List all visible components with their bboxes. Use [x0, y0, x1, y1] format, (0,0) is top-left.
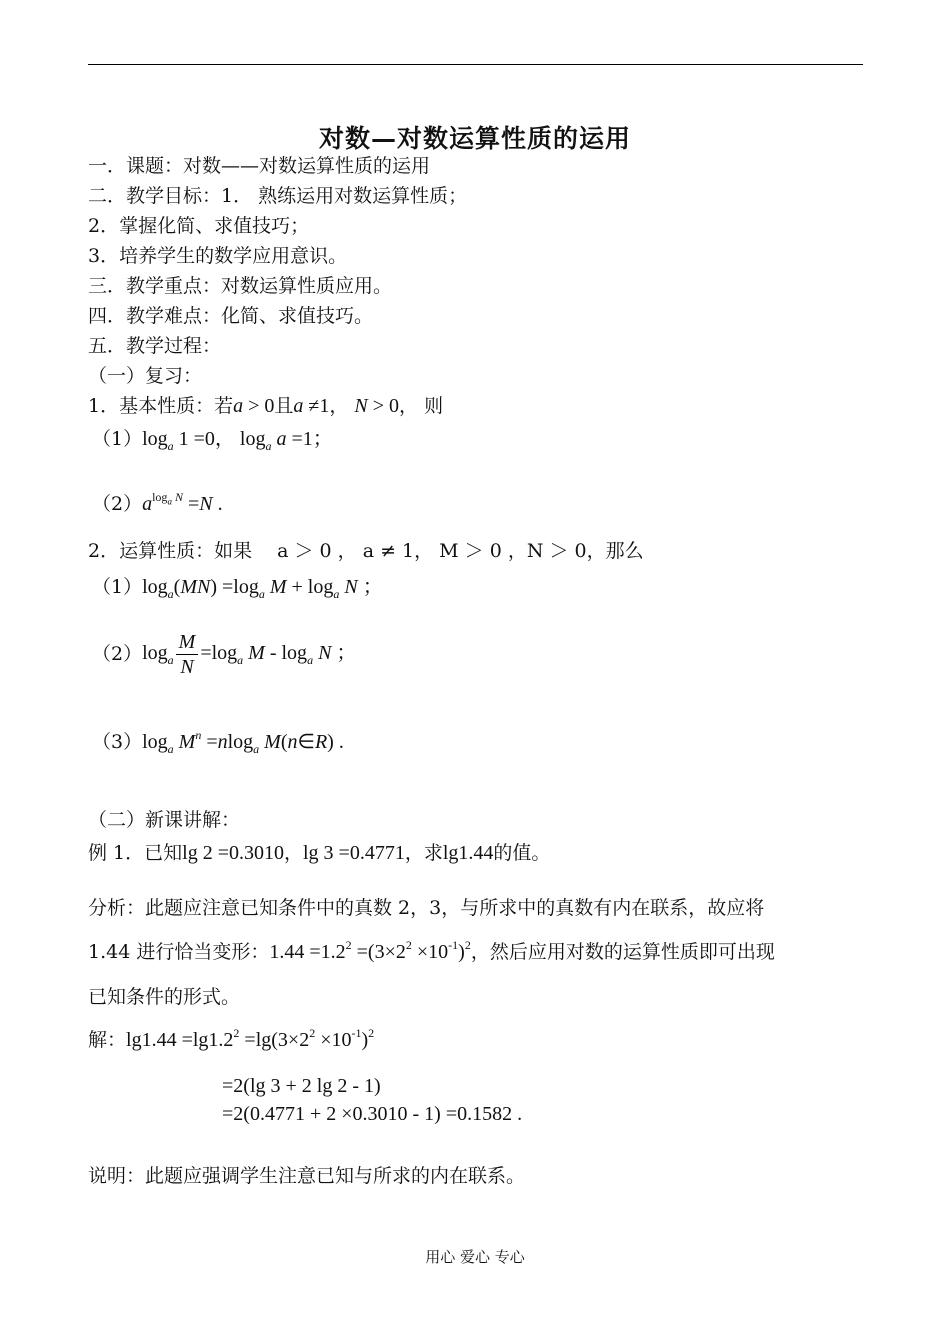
- line-new-lesson: （二）新课讲解：: [88, 809, 241, 831]
- line-example-1: 例 1．已知lg 2 =0.3010，lg 3 =0.4771，求lg1.44的值。: [88, 842, 551, 864]
- header-rule: [88, 64, 863, 65]
- formula-n-gt-0: N > 0: [354, 395, 400, 417]
- line-analysis-3: 已知条件的形式。: [88, 986, 241, 1008]
- line-process: 五．教学过程：: [88, 335, 222, 357]
- item-label: （1）: [92, 576, 143, 598]
- formula-log-quotient: $\log_a$ $\frac{M}{N}$ $=\log_a$ M - $\log_a N$ ；: [142, 631, 357, 678]
- line-operation-properties: 2．运算性质：如果 a ＞ 0 ， a ≠ 1， M ＞ 0 ，N ＞ 0，那么: [88, 540, 644, 562]
- line-operation-1: [92, 574, 383, 607]
- formula-exp-log: $a^{log_a N} =N$ .: [142, 490, 223, 515]
- line-basic-properties: 1．基本性质：若a > 0且a ≠1， N > 0， 则: [88, 395, 444, 417]
- line-analysis-2: [88, 932, 775, 965]
- formula-log-identities: $\log_a 1 =0$， $\log_a a =1$；: [142, 428, 333, 453]
- document-title: 对数—对数运算性质的运用: [318, 124, 631, 153]
- basic-properties-then: ， 则: [399, 395, 444, 417]
- line-objective-3: 3．培养学生的数学应用意识。: [88, 245, 348, 267]
- item-label: （3）: [92, 731, 143, 753]
- item-label: （2）: [92, 493, 143, 515]
- line-key-point: 三．教学重点：对数运算性质应用。: [88, 275, 393, 297]
- line-review: （一）复习：: [88, 365, 203, 387]
- line-objectives: 二．教学目标：1． 熟练运用对数运算性质；: [88, 185, 468, 207]
- line-solution: [88, 1020, 374, 1053]
- formula-solution-step-2: =2(lg 3 + 2 lg 2 - 1): [222, 1075, 381, 1097]
- formula-lg3: lg 3 =0.4771: [303, 842, 405, 864]
- basic-properties-prefix: 1．基本性质：若: [88, 395, 234, 417]
- analysis-suffix: ，然后应用对数的运算性质即可出现: [470, 941, 775, 963]
- line-operation-2: [92, 630, 356, 679]
- line-objective-2: 2．掌握化简、求值技巧；: [88, 215, 310, 237]
- example-request: ，求: [404, 842, 443, 864]
- page-footer: 用心 爱心 专心: [425, 1248, 525, 1266]
- line-note: 说明：此题应强调学生注意已知与所求的内在联系。: [88, 1165, 526, 1187]
- example-suffix: 的值。: [493, 842, 551, 864]
- analysis-prefix: 1.44 进行恰当变形：: [88, 941, 270, 963]
- solution-prefix: 解：: [88, 1029, 127, 1051]
- item-label: （2）: [92, 643, 143, 666]
- basic-properties-and: 且: [274, 395, 294, 417]
- formula-transform: $1.44 =1.2^2 =(3\times 2^2 \times 10^{-1})^2$: [269, 938, 471, 963]
- line-topic: 一．课题：对数——对数运算性质的运用: [88, 155, 431, 177]
- line-operation-3: [92, 722, 344, 762]
- line-property-1: [92, 426, 333, 459]
- formula-log-power: $\log_a M^n =nlog_a$ M(n∈R) .: [142, 728, 344, 756]
- example-prefix: 例 1．已知: [88, 842, 183, 864]
- formula-solution-step-1: $\lg 1.44 =\lg 1.2^2 =\lg(3\times 2^2 \times 10^{-1})^2$: [126, 1026, 375, 1051]
- item-label: （1）: [92, 428, 143, 450]
- formula-a-neq-1: a ≠1: [293, 395, 330, 417]
- formula-lg2: lg 2 =0.3010: [182, 842, 284, 864]
- formula-lg144: lg1.44: [442, 842, 494, 864]
- line-difficulty: 四．教学难点：化简、求值技巧。: [88, 305, 374, 327]
- line-analysis: 分析：此题应注意已知条件中的真数 2，3，与所求中的真数有内在联系，故应将: [88, 897, 765, 919]
- line-property-2: [92, 484, 223, 517]
- formula-solution-step-3: =2(0.4771 + 2 ×0.3010 - 1) =0.1582 .: [222, 1103, 523, 1125]
- formula-a-gt-0: a > 0: [233, 395, 275, 417]
- formula-log-product: $\log_a(MN) =\log_a$ $M + \log_a N$ ；: [142, 576, 383, 601]
